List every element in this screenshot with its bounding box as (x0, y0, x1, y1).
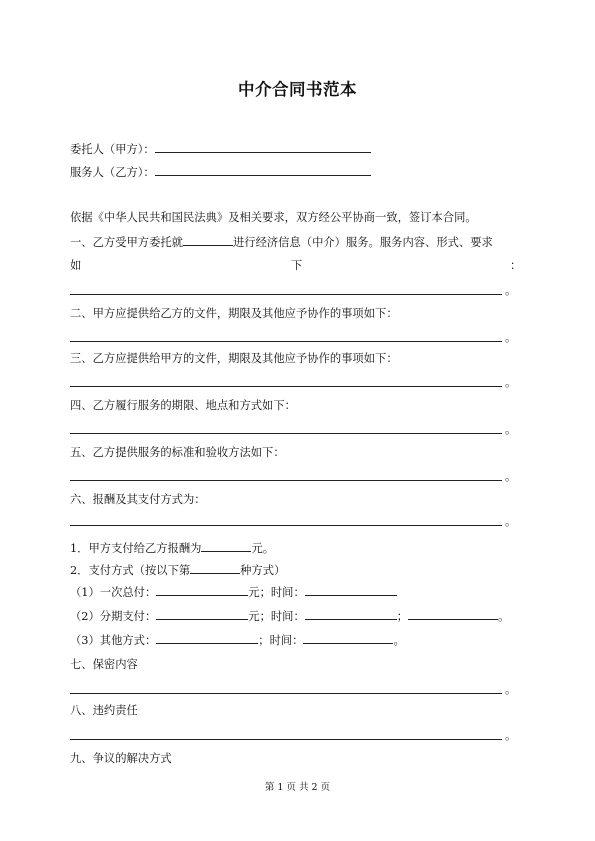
payment-method-prefix: 2．支付方式（按以下第 (70, 564, 191, 577)
clause-8-rule (70, 739, 502, 740)
clause-8-period: 。 (505, 729, 517, 742)
clause-6: 六、报酬及其支付方式为： (70, 493, 206, 506)
clause-2: 二、甲方应提供给乙方的文件，期限及其他应予协作的事项如下： (70, 307, 398, 320)
intro-text: 依据《中华人民共和国民法典》及相关要求，双方经公平协商一致，签订本合同。 (70, 211, 477, 224)
option-other-method-blank (156, 632, 258, 644)
clause-5: 五、乙方提供服务的标准和验收方法如下： (70, 446, 285, 459)
option-installment-time-blank-1 (305, 608, 397, 620)
clause-8: 八、违约责任 (70, 704, 138, 717)
option-installment-amount-blank (156, 608, 248, 620)
clause-1-blank (183, 234, 233, 246)
clause-1-cont-b: 下 (291, 259, 303, 272)
clause-1-cont-a: 如 (70, 259, 82, 272)
clause-9: 九、争议的解决方式 (70, 752, 172, 765)
option-lump-sum-time-blank (305, 584, 397, 596)
clause-3-period: 。 (505, 376, 517, 389)
option-installment (70, 608, 509, 625)
option-installment-end: 。 (498, 610, 510, 623)
payment-method-suffix: 种方式） (240, 564, 286, 577)
option-lump-sum-amount-blank (156, 584, 248, 596)
clause-1-cont-c: ： (510, 259, 522, 272)
clause-7-rule (70, 693, 502, 694)
provider-blank (155, 164, 371, 176)
clause-7-period: 。 (505, 683, 517, 696)
document-title: 中介合同书范本 (238, 80, 357, 99)
payment-amount-prefix: 1．甲方支付给乙方报酬为 (70, 542, 202, 555)
payment-amount-blank (201, 540, 251, 552)
clause-2-rule (70, 341, 502, 342)
client-line (70, 141, 371, 158)
payment-amount-suffix: 元。 (251, 542, 275, 555)
clause-6-period: 。 (505, 515, 517, 528)
option-installment-unit: 元；时间： (248, 610, 305, 623)
clause-1 (70, 234, 493, 251)
clause-2-period: 。 (505, 331, 517, 344)
option-other-end: 。 (393, 634, 405, 647)
client-label: 委托人（甲方）： (70, 143, 155, 156)
option-lump-sum (70, 584, 397, 601)
provider-line (70, 164, 371, 181)
clause-1-period: 。 (505, 284, 517, 297)
page-number: 第 1 页 共 2 页 (264, 782, 331, 793)
payment-method-blank (190, 562, 240, 574)
provider-label: 服务人（乙方）： (70, 166, 155, 179)
clause-7: 七、保密内容 (70, 658, 138, 671)
clause-4-rule (70, 433, 502, 434)
clause-1-suffix: 进行经济信息（中介）服务。服务内容、形式、要求 (232, 236, 493, 249)
option-other-label: （3）其他方式： (70, 634, 157, 647)
clause-6-rule (70, 525, 502, 526)
option-other (70, 632, 405, 649)
clause-5-period: 。 (505, 470, 517, 483)
clause-1-rule (70, 294, 502, 295)
option-lump-sum-label: （1）一次总付： (70, 586, 157, 599)
clause-3: 三、乙方应提供给甲方的文件，期限及其他应予协作的事项如下： (70, 352, 398, 365)
client-blank (155, 141, 371, 153)
clause-4: 四、乙方履行服务的期限、地点和方式如下： (70, 399, 296, 412)
payment-amount-line (70, 540, 274, 557)
clause-5-rule (70, 480, 502, 481)
option-other-time-blank (303, 632, 393, 644)
clause-4-period: 。 (505, 423, 517, 436)
option-installment-time-blank-2 (408, 608, 498, 620)
option-lump-sum-unit: 元；时间： (248, 586, 305, 599)
option-installment-label: （2）分期支付： (70, 610, 157, 623)
clause-1-prefix: 一、乙方受甲方委托就 (70, 236, 183, 249)
clause-3-rule (70, 386, 502, 387)
option-installment-sep: ； (396, 610, 409, 623)
option-other-sep: ；时间： (258, 634, 304, 647)
payment-method-line (70, 562, 285, 579)
